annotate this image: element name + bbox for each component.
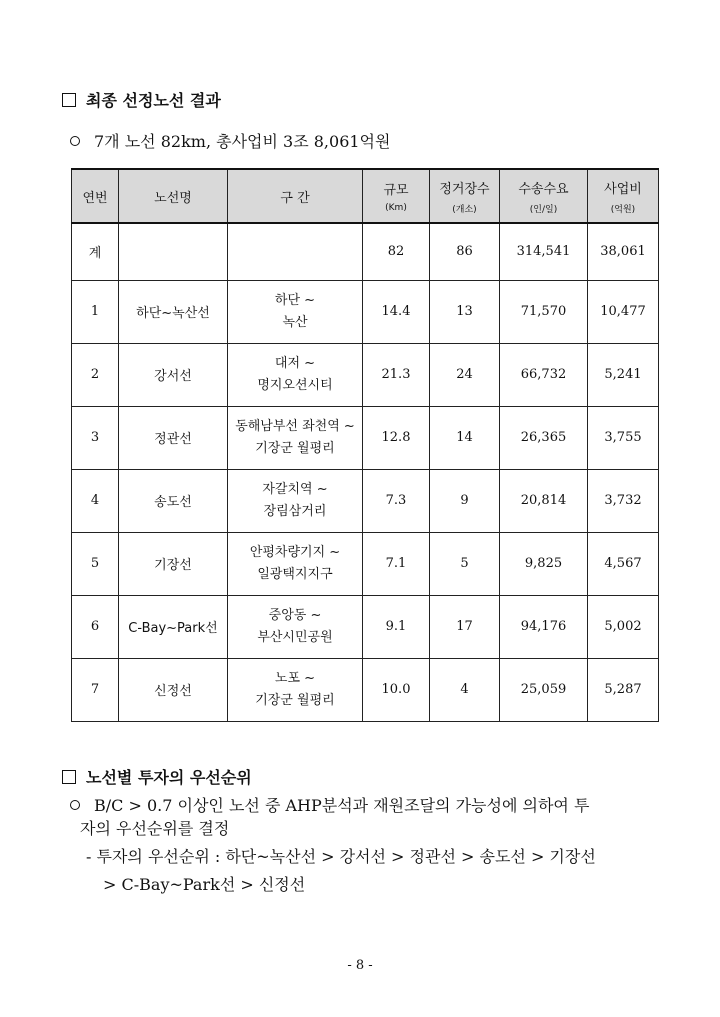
- cell-no: 계: [72, 223, 119, 280]
- cell-stations: 4: [430, 658, 500, 721]
- cell-scale: 12.8: [363, 406, 430, 469]
- cell-scale: 82: [363, 223, 430, 280]
- cell-no: 3: [72, 406, 119, 469]
- priority-order-2: > C-Bay~Park선 > 신정선: [103, 875, 306, 894]
- cell-cost: 3,755: [588, 406, 659, 469]
- summary-text: 7개 노선 82km, 총사업비 3조 8,061억원: [94, 132, 391, 151]
- cell-name: [119, 223, 228, 280]
- cell-no: 7: [72, 658, 119, 721]
- cell-demand: 25,059: [500, 658, 588, 721]
- cell-section: 하단 ~ 녹산: [228, 280, 363, 343]
- cell-no: 1: [72, 280, 119, 343]
- table-row: [72, 343, 659, 406]
- cell-no: 6: [72, 595, 119, 658]
- cell-demand: 66,732: [500, 343, 588, 406]
- cell-cost: 5,241: [588, 343, 659, 406]
- page-number: - 8 -: [347, 958, 373, 973]
- header-name: 노선명: [119, 169, 228, 223]
- cell-name: 정관선: [119, 406, 228, 469]
- cell-section: 대저 ~ 명지오션시티: [228, 343, 363, 406]
- cell-demand: 26,365: [500, 406, 588, 469]
- table-header-row: [72, 169, 659, 223]
- header-demand: 수송수요 (인/일): [500, 169, 588, 223]
- cell-demand: 94,176: [500, 595, 588, 658]
- table-row: [72, 532, 659, 595]
- cell-scale: 21.3: [363, 343, 430, 406]
- table-row: [72, 469, 659, 532]
- table-row: [72, 595, 659, 658]
- cell-cost: 3,732: [588, 469, 659, 532]
- cell-name: 신정선: [119, 658, 228, 721]
- square-bullet-icon: [62, 93, 76, 107]
- priority-line-1: [70, 793, 589, 816]
- cell-scale: 7.3: [363, 469, 430, 532]
- header-section: 구 간: [228, 169, 363, 223]
- cell-section: 동해남부선 좌천역 ~ 기장군 월평리: [228, 406, 363, 469]
- cell-cost: 5,287: [588, 658, 659, 721]
- cell-section: 중앙동 ~ 부산시민공원: [228, 595, 363, 658]
- cell-section: 자갈치역 ~ 장림삼거리: [228, 469, 363, 532]
- square-bullet-icon: [62, 770, 76, 784]
- cell-section: [228, 223, 363, 280]
- cell-name: 기장선: [119, 532, 228, 595]
- header-no: 연번: [72, 169, 119, 223]
- cell-scale: 10.0: [363, 658, 430, 721]
- cell-scale: 9.1: [363, 595, 430, 658]
- cell-stations: 5: [430, 532, 500, 595]
- cell-demand: 71,570: [500, 280, 588, 343]
- cell-name: C-Bay~Park선: [119, 595, 228, 658]
- section-heading-text: 노선별 투자의 우선순위: [86, 768, 252, 787]
- cell-scale: 14.4: [363, 280, 430, 343]
- cell-stations: 17: [430, 595, 500, 658]
- cell-cost: 38,061: [588, 223, 659, 280]
- table-row: [72, 406, 659, 469]
- section-heading-text: 최종 선정노선 결과: [86, 91, 221, 110]
- cell-stations: 24: [430, 343, 500, 406]
- header-scale: 규모 (Km): [363, 169, 430, 223]
- cell-name: 강서선: [119, 343, 228, 406]
- section-heading-final-routes: [62, 88, 221, 111]
- priority-text-1: B/C > 0.7 이상인 노선 중 AHP분석과 재원조달의 가능성에 의하여 투: [94, 796, 590, 815]
- table-row: [72, 658, 659, 721]
- cell-name: 송도선: [119, 469, 228, 532]
- priority-order-1: - 투자의 우선순위 : 하단~녹산선 > 강서선 > 정관선 > 송도선 > 기장선: [86, 847, 596, 866]
- cell-no: 5: [72, 532, 119, 595]
- route-table: [71, 168, 659, 722]
- cell-demand: 9,825: [500, 532, 588, 595]
- cell-name: 하단~녹산선: [119, 280, 228, 343]
- cell-demand: 20,814: [500, 469, 588, 532]
- cell-cost: 10,477: [588, 280, 659, 343]
- header-stations: 정거장수 (개소): [430, 169, 500, 223]
- priority-text-2: 자의 우선순위를 결정: [80, 819, 230, 838]
- header-cost: 사업비 (억원): [588, 169, 659, 223]
- cell-stations: 86: [430, 223, 500, 280]
- cell-cost: 4,567: [588, 532, 659, 595]
- summary-line: [70, 129, 390, 152]
- cell-stations: 9: [430, 469, 500, 532]
- cell-demand: 314,541: [500, 223, 588, 280]
- circle-bullet-icon: [70, 800, 80, 810]
- cell-section: 노포 ~ 기장군 월평리: [228, 658, 363, 721]
- cell-no: 4: [72, 469, 119, 532]
- table-row-total: [72, 223, 659, 280]
- section-heading-priority: [62, 765, 252, 788]
- cell-scale: 7.1: [363, 532, 430, 595]
- cell-cost: 5,002: [588, 595, 659, 658]
- circle-bullet-icon: [70, 136, 80, 146]
- cell-stations: 14: [430, 406, 500, 469]
- cell-no: 2: [72, 343, 119, 406]
- cell-section: 안평차량기지 ~ 일광택지지구: [228, 532, 363, 595]
- cell-stations: 13: [430, 280, 500, 343]
- table-row: [72, 280, 659, 343]
